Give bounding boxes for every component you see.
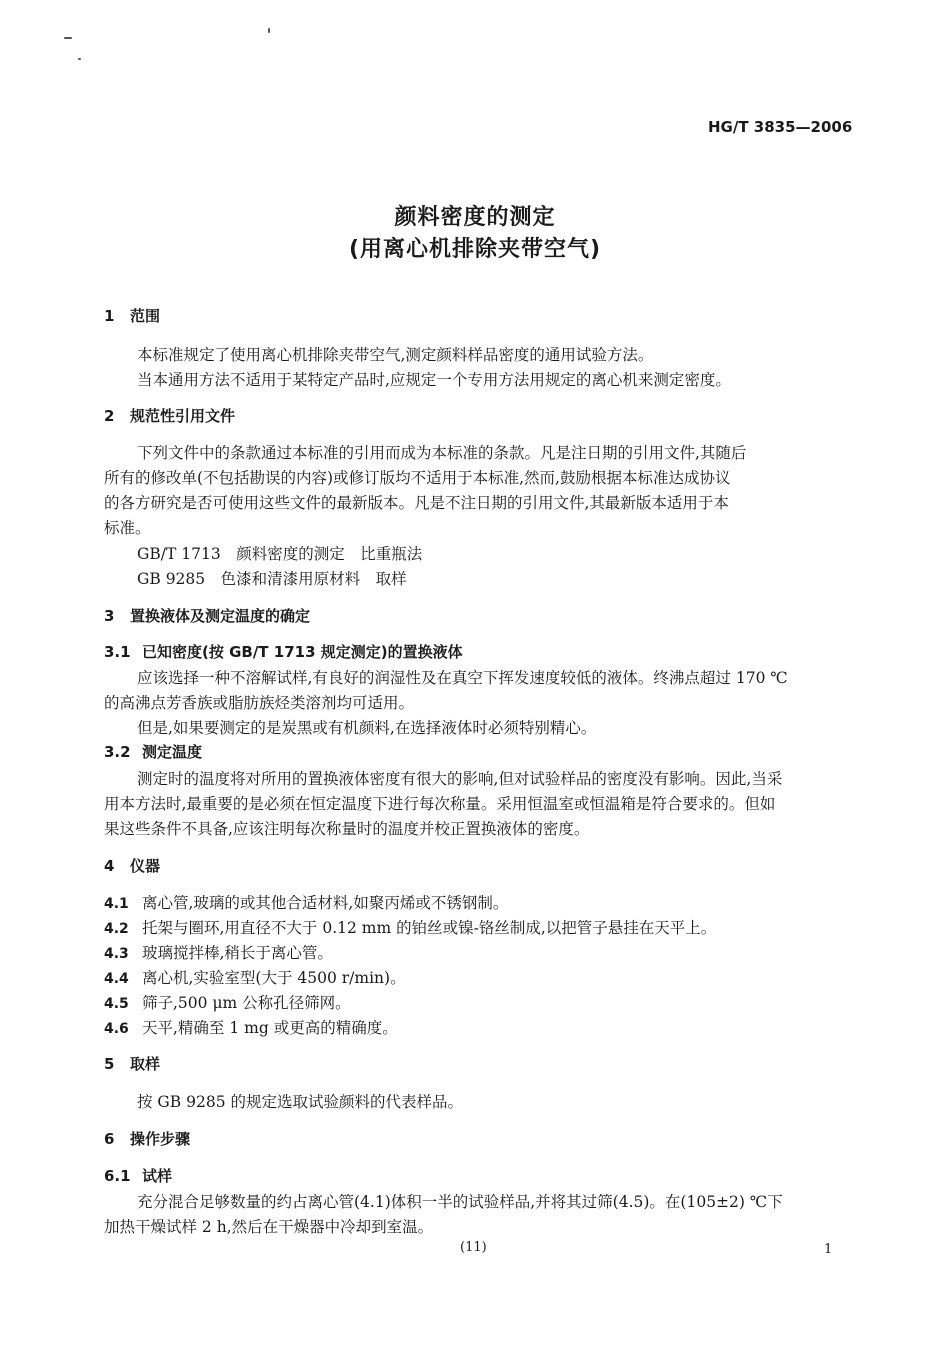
section-title: 范围 bbox=[130, 307, 161, 325]
paragraph-line: 标准。 bbox=[104, 519, 151, 537]
paragraph-line: 下列文件中的条款通过本标准的引用而成为本标准的条款。凡是注日期的引用文件,其随后 bbox=[137, 444, 747, 462]
paragraph-line: 充分混合足够数量的约占离心管(4.1)体积一半的试验样品,并将其过筛(4.5)。在(105±2) ℃下 bbox=[137, 1193, 783, 1211]
section-heading-2 bbox=[104, 405, 235, 426]
section-title: 操作步骤 bbox=[130, 1130, 191, 1148]
subsection-number: 3.1 bbox=[104, 643, 131, 661]
list-item bbox=[104, 916, 716, 938]
subsection-heading-3-2 bbox=[104, 741, 202, 762]
subsection-number: 6.1 bbox=[104, 1167, 131, 1185]
section-heading-1 bbox=[104, 305, 160, 326]
item-text: 筛子,500 μm 公称孔径筛网。 bbox=[142, 994, 351, 1012]
item-number: 4.6 bbox=[104, 1021, 129, 1037]
section-heading-4 bbox=[104, 855, 160, 876]
section-number: 1 bbox=[104, 307, 115, 325]
item-text: 离心机,实验室型(大于 4500 r/min)。 bbox=[142, 969, 406, 987]
subsection-number: 3.2 bbox=[104, 743, 131, 761]
page-number-right: 1 bbox=[824, 1242, 833, 1257]
scan-speck bbox=[268, 28, 270, 33]
paragraph-line: 但是,如果要测定的是炭黑或有机颜料,在选择液体时必须特别精心。 bbox=[137, 719, 597, 737]
reference-item: GB/T 1713 颜料密度的测定 比重瓶法 bbox=[137, 545, 423, 563]
list-item bbox=[104, 1016, 398, 1038]
paragraph-line: 测定时的温度将对所用的置换液体密度有很大的影响,但对试验样品的密度没有影响。因此,当采 bbox=[137, 770, 783, 788]
section-heading-6 bbox=[104, 1128, 190, 1149]
section-heading-3 bbox=[104, 605, 310, 626]
item-number: 4.1 bbox=[104, 896, 129, 912]
paragraph: 按 GB 9285 的规定选取试验颜料的代表样品。 bbox=[137, 1093, 464, 1111]
subsection-title: 已知密度(按 GB/T 1713 规定测定)的置换液体 bbox=[142, 643, 463, 661]
paragraph-line: 的各方研究是否可使用这些文件的最新版本。凡是不注日期的引用文件,其最新版本适用于本 bbox=[104, 494, 729, 512]
subsection-heading-6-1 bbox=[104, 1165, 172, 1186]
section-title: 置换液体及测定温度的确定 bbox=[130, 607, 311, 625]
scan-speck bbox=[78, 58, 81, 60]
section-heading-5 bbox=[104, 1053, 160, 1074]
subsection-title: 试样 bbox=[142, 1167, 173, 1185]
page-number-center: (11) bbox=[460, 1240, 487, 1255]
page-title: 颜料密度的测定 bbox=[394, 205, 556, 230]
item-text: 离心管,玻璃的或其他合适材料,如聚丙烯或不锈钢制。 bbox=[142, 894, 509, 912]
paragraph-line: 的高沸点芳香族或脂肪族烃类溶剂均可适用。 bbox=[104, 694, 415, 712]
scan-speck bbox=[64, 37, 72, 39]
list-item bbox=[104, 891, 508, 913]
section-number: 4 bbox=[104, 857, 115, 875]
list-item bbox=[104, 941, 333, 963]
paragraph-line: 果这些条件不具备,应该注明每次称量时的温度并校正置换液体的密度。 bbox=[104, 820, 590, 838]
item-number: 4.2 bbox=[104, 921, 129, 937]
list-item bbox=[104, 991, 351, 1013]
section-title: 规范性引用文件 bbox=[130, 407, 236, 425]
section-title: 取样 bbox=[130, 1055, 161, 1073]
reference-item: GB 9285 色漆和清漆用原材料 取样 bbox=[137, 570, 407, 588]
section-number: 5 bbox=[104, 1055, 115, 1073]
item-text: 托架与圈环,用直径不大于 0.12 mm 的铂丝或镍-铬丝制成,以把管子悬挂在天平上。 bbox=[142, 919, 717, 937]
paragraph: 本标准规定了使用离心机排除夹带空气,测定颜料样品密度的通用试验方法。 bbox=[137, 346, 654, 364]
item-text: 玻璃搅拌棒,稍长于离心管。 bbox=[142, 944, 333, 962]
section-number: 6 bbox=[104, 1130, 115, 1148]
subsection-heading-3-1 bbox=[104, 641, 463, 662]
paragraph-line: 所有的修改单(不包括勘误的内容)或修订版均不适用于本标准,然而,鼓励根据本标准达成协议 bbox=[104, 469, 731, 487]
standard-code: HG/T 3835—2006 bbox=[708, 118, 853, 136]
subsection-title: 测定温度 bbox=[142, 743, 203, 761]
paragraph-line: 用本方法时,最重要的是必须在恒定温度下进行每次称量。采用恒温室或恒温箱是符合要求的。但如 bbox=[104, 795, 776, 813]
item-number: 4.5 bbox=[104, 996, 129, 1012]
item-number: 4.4 bbox=[104, 971, 129, 987]
section-number: 2 bbox=[104, 407, 115, 425]
section-number: 3 bbox=[104, 607, 115, 625]
page-subtitle: (用离心机排除夹带空气) bbox=[348, 237, 602, 262]
paragraph: 当本通用方法不适用于某特定产品时,应规定一个专用方法用规定的离心机来测定密度。 bbox=[137, 371, 731, 389]
item-text: 天平,精确至 1 mg 或更高的精确度。 bbox=[142, 1019, 398, 1037]
paragraph-line: 应该选择一种不溶解试样,有良好的润湿性及在真空下挥发速度较低的液体。终沸点超过 170 ℃ bbox=[137, 669, 788, 687]
paragraph-line: 加热干燥试样 2 h,然后在干燥器中冷却到室温。 bbox=[104, 1218, 434, 1236]
item-number: 4.3 bbox=[104, 946, 129, 962]
list-item bbox=[104, 966, 406, 988]
section-title: 仪器 bbox=[130, 857, 161, 875]
